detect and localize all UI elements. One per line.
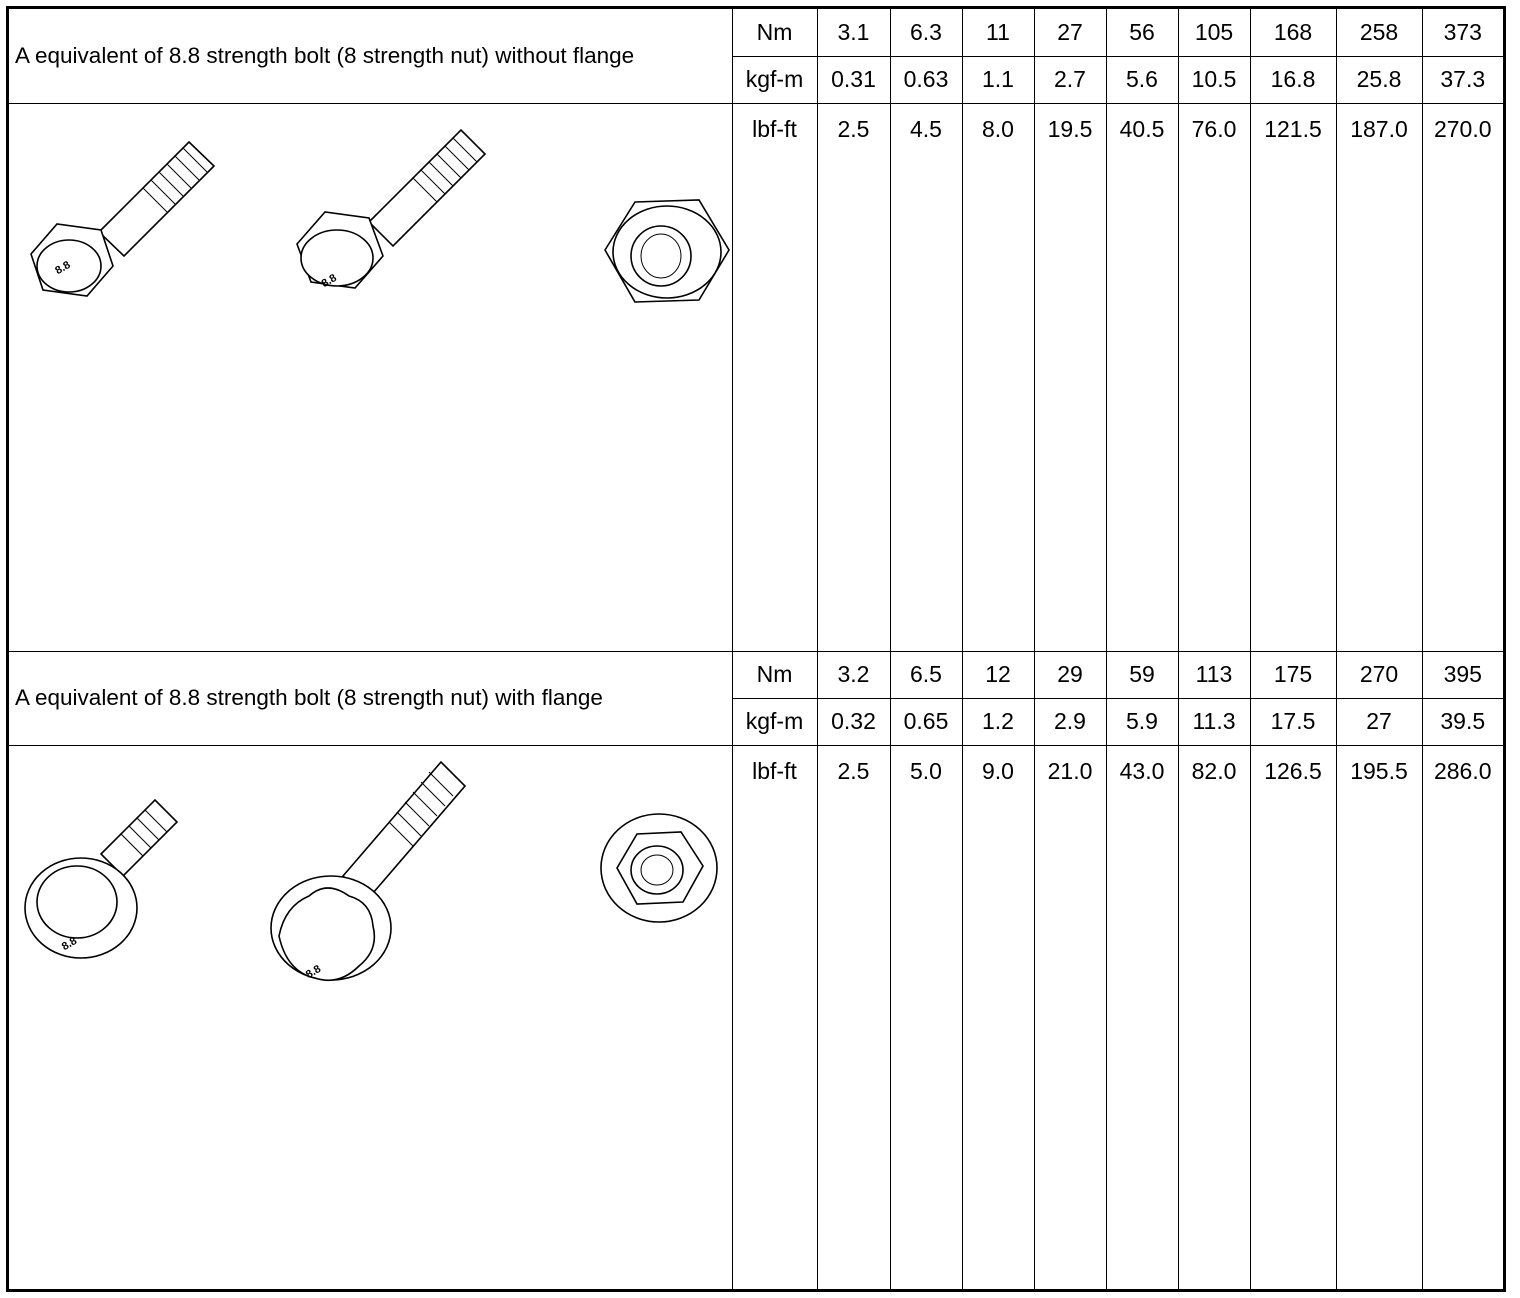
torque-value: 9.0 — [962, 745, 1034, 1291]
torque-value: 1.1 — [962, 56, 1034, 103]
torque-table — [9, 9, 1503, 1291]
table-row-nm — [9, 9, 1503, 56]
torx-flange-bolt-icon — [271, 762, 465, 981]
svg-text:8.8: 8.8 — [53, 258, 73, 277]
torque-value: 16.8 — [1250, 56, 1336, 103]
table-row-lbfft — [9, 103, 1503, 651]
svg-text:8.8: 8.8 — [303, 962, 324, 981]
flange-nut-icon — [601, 814, 717, 922]
bolt-illustration-svg — [9, 104, 732, 651]
torque-value: 6.3 — [890, 9, 962, 56]
unit-label: lbf-ft — [732, 745, 817, 1291]
torque-value: 29 — [1034, 651, 1106, 698]
torque-value: 105 — [1178, 9, 1250, 56]
torque-value: 5.0 — [890, 745, 962, 1291]
torque-value: 113 — [1178, 651, 1250, 698]
hex-bolt-icon — [31, 142, 214, 296]
unit-label: Nm — [732, 651, 817, 698]
flange-bolt-illustration-svg — [9, 746, 732, 1291]
unit-label: kgf-m — [732, 698, 817, 745]
torque-value: 10.5 — [1178, 56, 1250, 103]
hex-bolt-icon — [297, 130, 485, 290]
torque-value: 2.7 — [1034, 56, 1106, 103]
unit-label: Nm — [732, 9, 817, 56]
torque-value: 373 — [1422, 9, 1503, 56]
torque-value: 5.9 — [1106, 698, 1178, 745]
torque-value: 258 — [1336, 9, 1422, 56]
torque-value: 8.0 — [962, 103, 1034, 651]
torque-value: 27 — [1034, 9, 1106, 56]
torque-value: 5.6 — [1106, 56, 1178, 103]
torque-value: 76.0 — [1178, 103, 1250, 651]
torque-value: 286.0 — [1422, 745, 1503, 1291]
torque-value: 168 — [1250, 9, 1336, 56]
torque-value: 2.5 — [817, 745, 890, 1291]
svg-text:8.8: 8.8 — [319, 271, 339, 290]
section-title-with-flange: A equivalent of 8.8 strength bolt (8 strength nut) with flange — [9, 651, 732, 745]
torque-value: 11.3 — [1178, 698, 1250, 745]
illustration-without-flange — [9, 103, 732, 651]
torque-value: 1.2 — [962, 698, 1034, 745]
flange-bolt-icon — [25, 800, 177, 958]
torque-value: 270 — [1336, 651, 1422, 698]
torque-value: 4.5 — [890, 103, 962, 651]
torque-value: 187.0 — [1336, 103, 1422, 651]
hex-nut-icon — [605, 200, 729, 302]
torque-value: 82.0 — [1178, 745, 1250, 1291]
torque-value: 3.2 — [817, 651, 890, 698]
torque-value: 0.32 — [817, 698, 890, 745]
torque-value: 395 — [1422, 651, 1503, 698]
torque-value: 270.0 — [1422, 103, 1503, 651]
torque-value: 21.0 — [1034, 745, 1106, 1291]
torque-value: 12 — [962, 651, 1034, 698]
torque-value: 3.1 — [817, 9, 890, 56]
torque-value: 59 — [1106, 651, 1178, 698]
torque-value: 37.3 — [1422, 56, 1503, 103]
torque-value: 40.5 — [1106, 103, 1178, 651]
torque-value: 25.8 — [1336, 56, 1422, 103]
torque-value: 2.9 — [1034, 698, 1106, 745]
torque-value: 6.5 — [890, 651, 962, 698]
table-row-lbfft — [9, 745, 1503, 1291]
torque-value: 0.31 — [817, 56, 890, 103]
torque-value: 56 — [1106, 9, 1178, 56]
torque-value: 43.0 — [1106, 745, 1178, 1291]
torque-value: 126.5 — [1250, 745, 1336, 1291]
table-row-nm — [9, 651, 1503, 698]
torque-value: 2.5 — [817, 103, 890, 651]
torque-value: 175 — [1250, 651, 1336, 698]
illustration-with-flange — [9, 745, 732, 1291]
unit-label: kgf-m — [732, 56, 817, 103]
torque-value: 39.5 — [1422, 698, 1503, 745]
torque-value: 17.5 — [1250, 698, 1336, 745]
torque-value: 11 — [962, 9, 1034, 56]
torque-value: 27 — [1336, 698, 1422, 745]
torque-value: 195.5 — [1336, 745, 1422, 1291]
unit-label: lbf-ft — [732, 103, 817, 651]
torque-table-sheet — [6, 6, 1506, 1292]
torque-value: 19.5 — [1034, 103, 1106, 651]
torque-value: 0.63 — [890, 56, 962, 103]
section-title-without-flange: A equivalent of 8.8 strength bolt (8 strength nut) without flange — [9, 9, 732, 103]
torque-value: 0.65 — [890, 698, 962, 745]
torque-value: 121.5 — [1250, 103, 1336, 651]
svg-text:8.8: 8.8 — [59, 934, 80, 953]
